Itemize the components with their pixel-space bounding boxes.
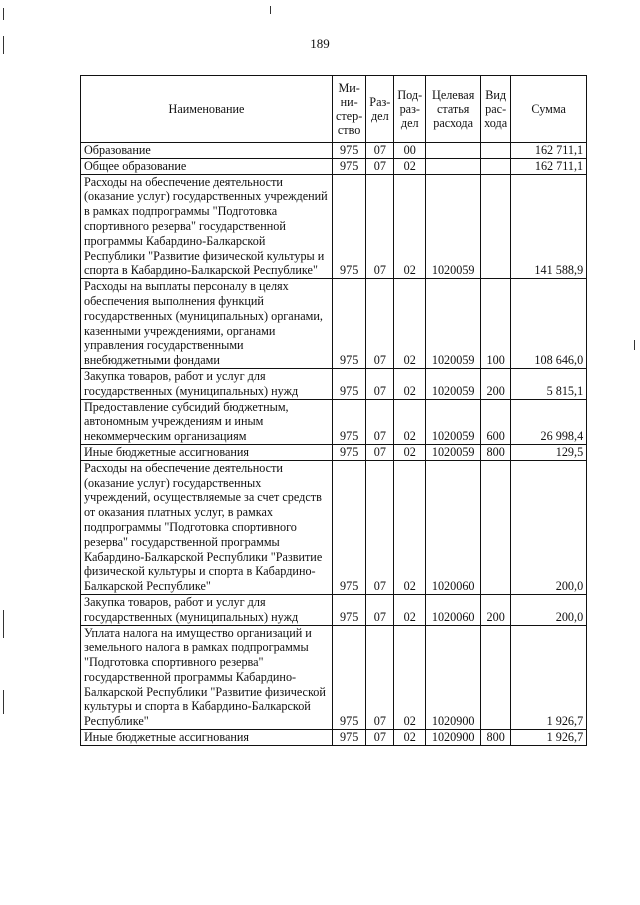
row-ministry: 975: [333, 460, 366, 594]
row-name: Общее образование: [81, 158, 333, 174]
row-target: 1020059: [426, 444, 481, 460]
row-section: 07: [366, 174, 394, 279]
row-section: 07: [366, 143, 394, 159]
row-sum: 129,5: [511, 444, 587, 460]
table-row: [81, 143, 587, 159]
row-kind: [481, 174, 511, 279]
row-subsection: 02: [394, 730, 426, 746]
row-sum: 26 998,4: [511, 399, 587, 444]
table-row: [81, 279, 587, 369]
scan-mark: [3, 8, 4, 20]
row-name: Закупка товаров, работ и услуг для государственных (муниципальных) нужд: [81, 594, 333, 625]
row-ministry: 975: [333, 368, 366, 399]
row-name: Уплата налога на имущество организаций и земельного налога в рамках подпрограммы "Подготовка спортивного резерва" государственной программы Кабардино-Балкарской Республики "Развитие физической культуры и спорта в Кабардино-Балкарской Республике": [81, 625, 333, 730]
row-name: Расходы на обеспечение деятельности (оказание услуг) государственных учреждений, осуществляемые за счет средств от оказания платных услуг, в рамках подпрограммы "Подготовка спортивного резерва" государственной программы Кабардино-Балкарской Республики "Развитие физической культуры и спорта в Кабардино-Балкарской Республике": [81, 460, 333, 594]
row-name: Предоставление субсидий бюджетным, автономным учреждениям и иным некоммерческим организациям: [81, 399, 333, 444]
row-sum: 162 711,1: [511, 158, 587, 174]
row-target: 1020060: [426, 460, 481, 594]
row-target: [426, 143, 481, 159]
row-target: 1020059: [426, 368, 481, 399]
row-subsection: 02: [394, 399, 426, 444]
header-ministry: Ми-ни-стер-ство: [333, 76, 366, 143]
row-subsection: 02: [394, 594, 426, 625]
row-ministry: 975: [333, 444, 366, 460]
table-row: [81, 174, 587, 279]
table-row: [81, 399, 587, 444]
row-subsection: 00: [394, 143, 426, 159]
table-header-row: [81, 76, 587, 143]
row-sum: 5 815,1: [511, 368, 587, 399]
row-section: 07: [366, 158, 394, 174]
header-subsection: Под-раз-дел: [394, 76, 426, 143]
row-ministry: 975: [333, 143, 366, 159]
row-section: 07: [366, 730, 394, 746]
row-ministry: 975: [333, 399, 366, 444]
row-name: Образование: [81, 143, 333, 159]
row-target: 1020900: [426, 730, 481, 746]
header-kind: Вид рас-хода: [481, 76, 511, 143]
page-number: 189: [310, 36, 330, 51]
row-name: Закупка товаров, работ и услуг для государственных (муниципальных) нужд: [81, 368, 333, 399]
row-sum: 108 646,0: [511, 279, 587, 369]
row-kind: [481, 625, 511, 730]
row-subsection: 02: [394, 158, 426, 174]
row-ministry: 975: [333, 158, 366, 174]
table-row: [81, 730, 587, 746]
row-kind: [481, 143, 511, 159]
row-kind: 800: [481, 730, 511, 746]
row-sum: 200,0: [511, 460, 587, 594]
scan-mark: [634, 340, 635, 350]
row-subsection: 02: [394, 174, 426, 279]
row-section: 07: [366, 460, 394, 594]
row-kind: 200: [481, 368, 511, 399]
row-kind: [481, 158, 511, 174]
row-name: Иные бюджетные ассигнования: [81, 730, 333, 746]
row-section: 07: [366, 279, 394, 369]
row-target: 1020060: [426, 594, 481, 625]
row-sum: 1 926,7: [511, 625, 587, 730]
table-row: [81, 625, 587, 730]
table-row: [81, 368, 587, 399]
header-name: Наименование: [81, 76, 333, 143]
row-ministry: 975: [333, 730, 366, 746]
row-target: [426, 158, 481, 174]
row-kind: 200: [481, 594, 511, 625]
row-sum: 162 711,1: [511, 143, 587, 159]
row-name: Расходы на обеспечение деятельности (оказание услуг) государственных учреждений в рамках подпрограммы "Подготовка спортивного резерва" государственной программы Кабардино-Балкарской Республики "Развитие физической культуры и спорта в Кабардино-Балкарской Республике": [81, 174, 333, 279]
table-row: [81, 444, 587, 460]
budget-table: [80, 75, 587, 746]
row-subsection: 02: [394, 625, 426, 730]
row-ministry: 975: [333, 594, 366, 625]
header-target: Целевая статья расхода: [426, 76, 481, 143]
row-ministry: 975: [333, 174, 366, 279]
row-section: 07: [366, 368, 394, 399]
row-name: Иные бюджетные ассигнования: [81, 444, 333, 460]
row-subsection: 02: [394, 279, 426, 369]
row-section: 07: [366, 594, 394, 625]
row-target: 1020059: [426, 279, 481, 369]
row-section: 07: [366, 625, 394, 730]
header-sum: Сумма: [511, 76, 587, 143]
scan-mark: [3, 610, 4, 638]
scan-mark: [270, 6, 271, 14]
row-section: 07: [366, 399, 394, 444]
scan-mark: [3, 690, 4, 714]
row-subsection: 02: [394, 460, 426, 594]
row-subsection: 02: [394, 368, 426, 399]
table-row: [81, 594, 587, 625]
row-subsection: 02: [394, 444, 426, 460]
row-section: 07: [366, 444, 394, 460]
row-target: 1020900: [426, 625, 481, 730]
row-sum: 1 926,7: [511, 730, 587, 746]
row-ministry: 975: [333, 279, 366, 369]
row-sum: 200,0: [511, 594, 587, 625]
row-ministry: 975: [333, 625, 366, 730]
row-kind: 100: [481, 279, 511, 369]
table-row: [81, 158, 587, 174]
table-row: [81, 460, 587, 594]
row-kind: 600: [481, 399, 511, 444]
scan-mark: [3, 36, 4, 54]
row-name: Расходы на выплаты персоналу в целях обеспечения выполнения функций государственных (муниципальных) органами, казенными учреждениями, органами управления государственными внебюджетными фондами: [81, 279, 333, 369]
row-target: 1020059: [426, 399, 481, 444]
header-section: Раз-дел: [366, 76, 394, 143]
row-target: 1020059: [426, 174, 481, 279]
row-kind: [481, 460, 511, 594]
row-sum: 141 588,9: [511, 174, 587, 279]
row-kind: 800: [481, 444, 511, 460]
